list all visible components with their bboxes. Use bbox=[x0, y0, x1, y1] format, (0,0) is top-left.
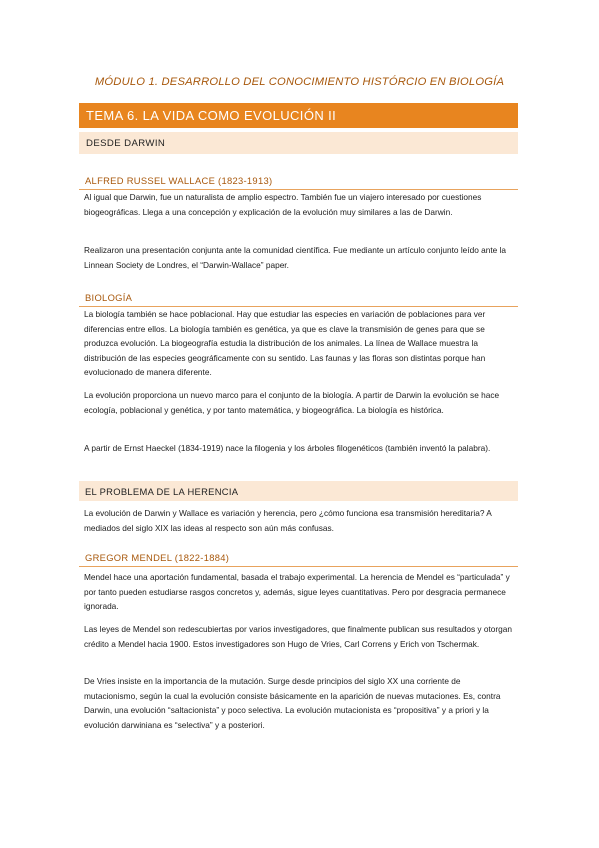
paragraph: Al igual que Darwin, fue un naturalista de amplio espectro. También fue un viajero interesado por cuestiones biogeográficas. Llega a una concepción y explicación de la evolución muy similares a las de Darwin. bbox=[84, 192, 482, 217]
paragraph: La biología también se hace poblacional. Hay que estudiar las especies en variación de poblaciones para ver diferencias entre ellos. La biología también es genética, ya que es clave la transmisión de genes para que se produzca evolución. La biogeografía estudia la distribución de los animales. La línea de Wallace muestra la distribución de las especies geográficamente con su sentido. Las faunas y las floras son distintas porque han evolucionado de manera diferente. bbox=[84, 309, 486, 377]
section-heading-herencia bbox=[79, 481, 518, 501]
section-heading-wallace bbox=[79, 175, 518, 190]
paragraph: La evolución proporciona un nuevo marco para el conjunto de la biología. A partir de Darwin la evolución se hace ecología, poblacional y genética, y por tanto matemática, y biogeográfica. La biología es histórica. bbox=[84, 390, 500, 415]
paragraph: Mendel hace una aportación fundamental, basada el trabajo experimental. La herencia de Mendel es “particulada” y por tanto pueden estudiarse rasgos concretos y, además, sigue leyes cuantitativas. Pero por desgracia permanece ignorada. bbox=[84, 572, 510, 611]
section-heading-text: ALFRED RUSSEL WALLACE (1823-1913) bbox=[85, 175, 273, 186]
paragraph: Realizaron una presentación conjunta ante la comunidad científica. Fue mediante un artículo conjunto leído ante la Linnean Society de Londres, el “Darwin-Wallace” paper. bbox=[84, 245, 507, 270]
section-heading-mendel bbox=[79, 552, 518, 567]
topic-title-bar bbox=[79, 103, 518, 128]
section-heading-text: GREGOR MENDEL (1822-1884) bbox=[85, 552, 230, 563]
section-heading-text: BIOLOGÍA bbox=[85, 292, 133, 303]
paragraph: La evolución de Darwin y Wallace es variación y herencia, pero ¿cómo funciona esa transmisión hereditaria? A mediados del siglo XIX las ideas al respecto son aún más confusas. bbox=[84, 508, 492, 533]
module-title: MÓDULO 1. DESARROLLO DEL CONOCIMIENTO HISTÓRCIO EN BIOLOGÍA bbox=[94, 76, 505, 88]
section-heading-text: EL PROBLEMA DE LA HERENCIA bbox=[85, 486, 239, 497]
subtitle-bar bbox=[79, 132, 518, 154]
section-heading-biologia bbox=[79, 292, 518, 307]
paragraph: Las leyes de Mendel son redescubiertas por varios investigadores, que finalmente publican sus resultados y otorgan crédito a Mendel hacia 1900. Estos investigadores son Hugo de Vries, Carl Correns y Erich von Tschermak. bbox=[84, 624, 512, 649]
topic-title: TEMA 6. LA VIDA COMO EVOLUCIÓN II bbox=[86, 108, 337, 123]
paragraph: De Vries insiste en la importancia de la mutación. Surge desde principios del siglo XX una corriente de mutacionismo, según la cual la evolución consiste básicamente en la aparición de nuevas mutaciones. Es, contra Darwin, una evolución “saltacionista” y poco selectiva. La evolución mutacionista es “propositiva” y a priori y la evolución darwiniana es “selectiva” y a posteriori. bbox=[84, 676, 501, 730]
paragraph: A partir de Ernst Haeckel (1834-1919) nace la filogenia y los árboles filogenéticos (también inventó la palabra). bbox=[84, 443, 491, 453]
subtitle: DESDE DARWIN bbox=[86, 138, 166, 149]
